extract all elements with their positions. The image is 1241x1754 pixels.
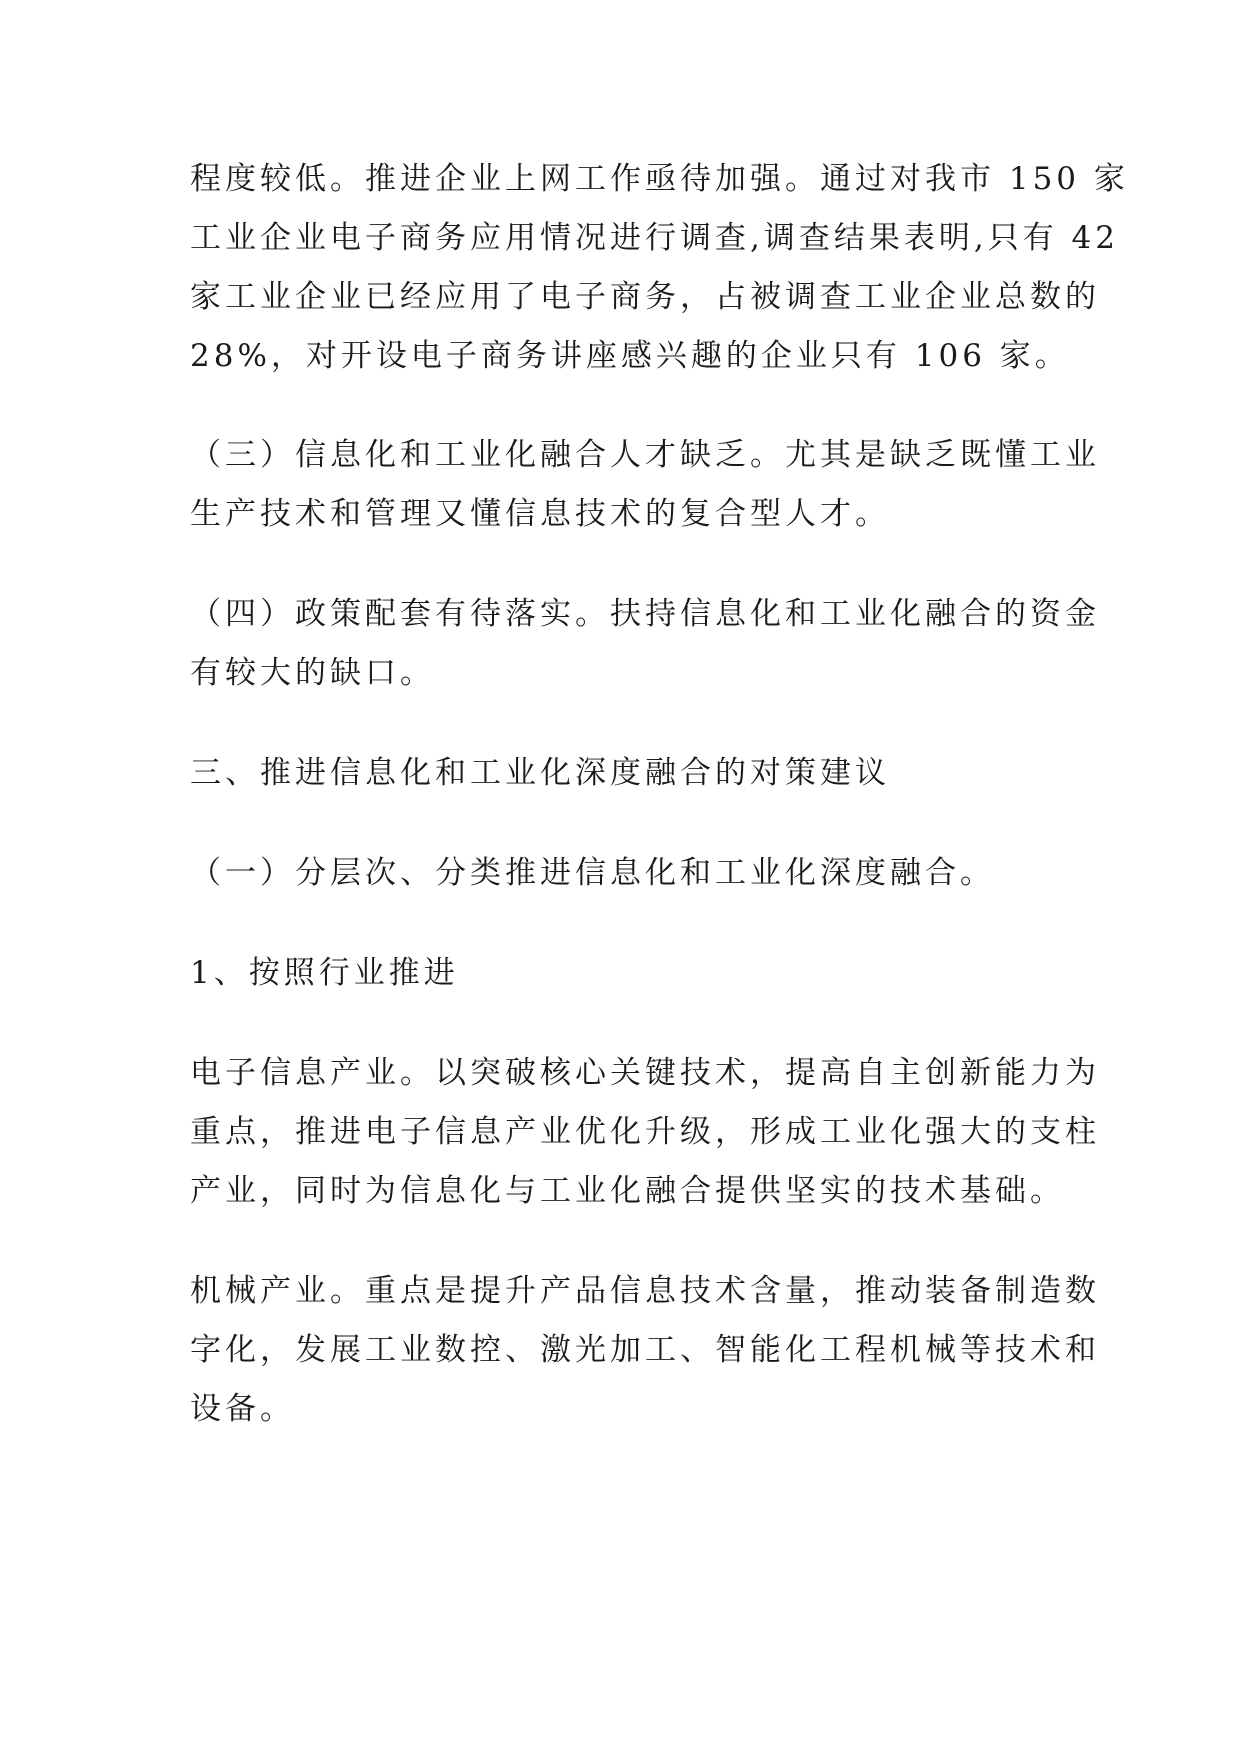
text-line: 设备。 [190, 1391, 295, 1427]
text-line: 家工业企业已经应用了电子商务，占被调查工业企业总数的 [190, 279, 1100, 315]
text-line: 生产技术和管理又懂信息技术的复合型人才。 [190, 496, 890, 532]
text-line: 字化，发展工业数控、激光加工、智能化工程机械等技术和 [190, 1332, 1100, 1368]
text-line: （一）分层次、分类推进信息化和工业化深度融合。 [190, 855, 995, 891]
paragraph-survey-results [190, 150, 1129, 386]
text-line: 1、按照行业推进 [190, 955, 459, 991]
text-line: 重点，推进电子信息产业优化升级，形成工业化强大的支柱 [190, 1114, 1100, 1150]
text-line: 28%，对开设电子商务讲座感兴趣的企业只有 106 家。 [190, 338, 1070, 374]
item-heading-by-industry [190, 944, 1070, 1003]
paragraph-policy-support [190, 585, 1100, 703]
text-line: 电子信息产业。以突破核心关键技术，提高自主创新能力为 [190, 1055, 1100, 1091]
text-line: 三、推进信息化和工业化深度融合的对策建议 [190, 755, 890, 791]
section-heading-countermeasures [190, 744, 1070, 803]
text-line: 有较大的缺口。 [190, 655, 435, 691]
text-line: 机械产业。重点是提升产品信息技术含量，推动装备制造数 [190, 1273, 1100, 1309]
paragraph-machinery-industry [190, 1262, 1100, 1439]
text-line: 产业，同时为信息化与工业化融合提供坚实的技术基础。 [190, 1173, 1065, 1209]
subsection-heading-layered-promotion [190, 844, 1070, 903]
text-line: 工业企业电子商务应用情况进行调查,调查结果表明,只有 42 [190, 220, 1120, 256]
paragraph-talent-shortage [190, 426, 1100, 544]
text-line: （三）信息化和工业化融合人才缺乏。尤其是缺乏既懂工业 [190, 437, 1100, 473]
text-line: 程度较低。推进企业上网工作亟待加强。通过对我市 150 家 [190, 161, 1129, 197]
text-line: （四）政策配套有待落实。扶持信息化和工业化融合的资金 [190, 596, 1100, 632]
paragraph-electronic-information-industry [190, 1044, 1100, 1221]
